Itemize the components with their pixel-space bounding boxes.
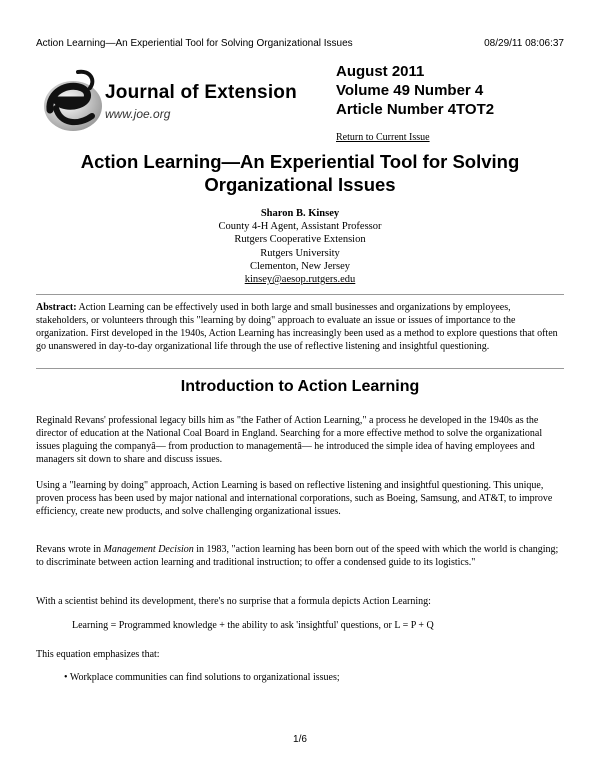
abstract-text: Action Learning can be effectively used in both large and small businesses and organizations by employees, stakeholders, or volunteers through this "learning by doing" approach to evaluate an issue or issues of importance to the organization. First developed in the 1940s, Action Learning has increasingly been used as a method to explore questions that often go unanswered in day-to-day organizational life through the use of reflective listening and insightful questioning. — [36, 302, 558, 352]
journal-logo[interactable] — [38, 66, 328, 134]
return-to-current-issue-link[interactable]: Return to Current Issue — [336, 132, 430, 143]
article-number: Article Number 4TOT2 — [336, 101, 495, 118]
print-header-timestamp: 08/29/11 08:06:37 — [484, 38, 564, 49]
paragraph-text: in 1983, "action learning has been born out of the speed with which the world is changing; to discriminate between action learning and traditional instruction; to offer a condensed guide to its logistics." — [36, 544, 559, 568]
article-title: Action Learning—An Experiential Tool for Solving Organizational Issues — [80, 151, 520, 195]
author-block — [100, 207, 500, 286]
logo-title: Journal of Extension — [105, 82, 297, 103]
body-paragraph: Reginald Revans' professional legacy bills him as "the Father of Action Learning," a process he developed in the 1940s as the director of education at the National Coal Board in England. Searching for a more effective method to solve the organizational issues plaguing the companyâ— from production to managementâ— he introduced the simple idea of having employees and managers sit down to share and discuss issues. — [36, 415, 543, 465]
body-paragraph: Using a "learning by doing" approach, Action Learning is based on reflective listening and insightful questioning. This unique, proven process has been used by major national and international corporations, such as Boeing, Samsung, and AT&T, to improve efficiency, create new products, and solve challenging organizational issues. — [36, 480, 553, 517]
abstract — [36, 301, 564, 353]
author-location: Clementon, New Jersey — [249, 260, 351, 272]
publication-title: Management Decision — [103, 544, 194, 555]
body-paragraph: With a scientist behind its development, there's no surprise that a formula depicts Action Learning: — [36, 596, 431, 607]
issue-volume: Volume 49 Number 4 — [336, 82, 484, 99]
section-heading: Introduction to Action Learning — [180, 378, 420, 395]
author-name: Sharon B. Kinsey — [260, 208, 340, 219]
author-role: County 4-H Agent, Assistant Professor — [218, 221, 382, 233]
formula: Learning = Programmed knowledge + the ability to ask 'insightful' questions, or L = P + Q — [72, 620, 434, 631]
divider — [36, 368, 564, 369]
page-number: 1/6 — [293, 734, 307, 745]
divider — [36, 294, 564, 295]
print-header-title: Action Learning—An Experiential Tool for Solving Organizational Issues — [36, 38, 353, 49]
paragraph-text: Revans wrote in — [36, 544, 104, 555]
body-paragraph — [36, 543, 564, 569]
logo-url: www.joe.org — [105, 107, 171, 121]
joe-e-icon — [38, 66, 104, 134]
author-university: Rutgers University — [260, 247, 340, 259]
body-paragraph: This equation emphasizes that: — [36, 649, 160, 660]
issue-date: August 2011 — [336, 63, 425, 80]
author-org: Rutgers Cooperative Extension — [234, 234, 366, 246]
author-email-link[interactable]: kinsey@aesop.rutgers.edu — [244, 274, 356, 286]
issue-info — [336, 62, 494, 119]
list-item: • Workplace communities can find solutions to organizational issues; — [64, 672, 340, 683]
abstract-label: Abstract: — [36, 302, 77, 313]
